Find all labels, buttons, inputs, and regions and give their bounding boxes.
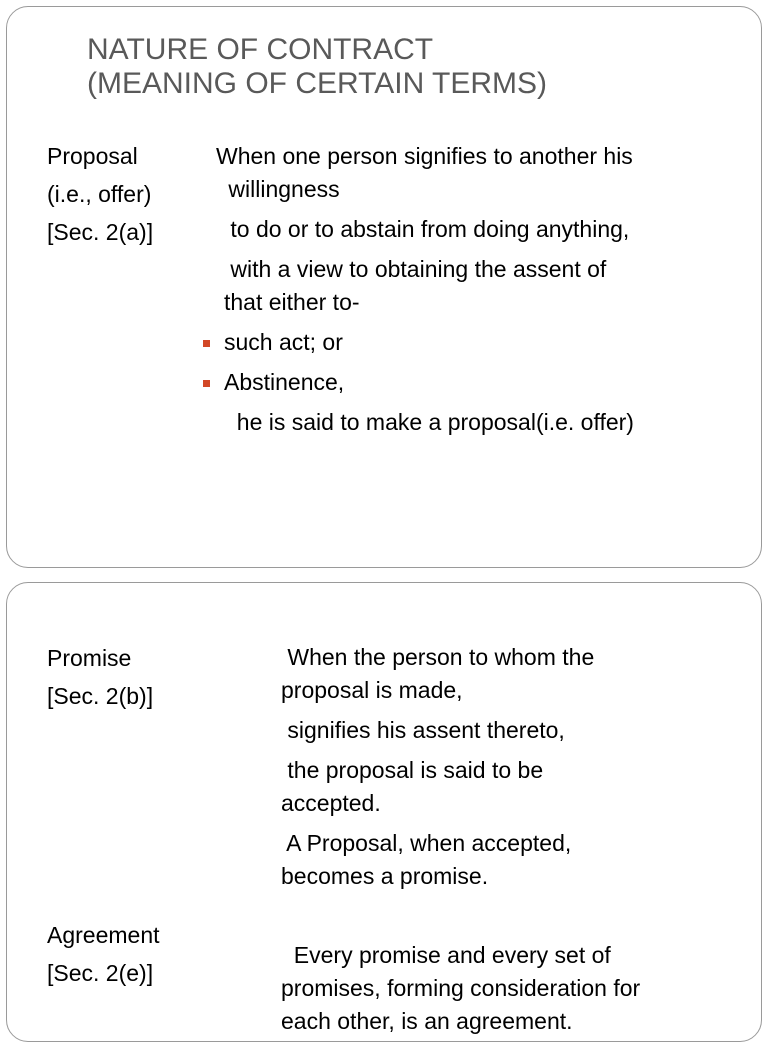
title-line-2: (MEANING OF CERTAIN TERMS): [87, 67, 548, 100]
agreement-line-3: each other, is an agreement.: [281, 1008, 573, 1034]
bullet-text: such act; or: [224, 329, 343, 355]
promise-p4-line-2: becomes a promise.: [281, 863, 489, 889]
slide-proposal: [6, 6, 762, 568]
term-promise-line-2: [Sec. 2(b)]: [47, 683, 154, 709]
slide-title: [87, 33, 547, 101]
promise-paragraph-4: [281, 827, 594, 893]
term-promise: [47, 639, 153, 715]
term-proposal-line-2: (i.e., offer): [47, 181, 152, 207]
proposal-paragraph-2: to do or to abstain from doing anything,: [224, 216, 630, 242]
promise-p3-line-1: the proposal is said to be: [281, 757, 544, 783]
definition-agreement: [281, 939, 640, 1038]
definition-promise: [281, 641, 594, 900]
promise-p1-line-1: When the person to whom the: [281, 644, 595, 670]
promise-p1-line-2: proposal is made,: [281, 677, 463, 703]
term-promise-line-1: Promise: [47, 645, 132, 671]
proposal-paragraph-1: [216, 140, 634, 206]
promise-paragraph-1: [281, 641, 594, 707]
promise-p4-line-1: A Proposal, when accepted,: [281, 830, 572, 856]
term-proposal-line-1: Proposal: [47, 143, 138, 169]
proposal-paragraph-3: [216, 253, 634, 319]
proposal-p3-line-1: with a view to obtaining the assent of: [224, 256, 607, 282]
bullet-square-icon: [203, 380, 210, 387]
bullet-item-such-act: [224, 326, 634, 359]
proposal-p1-line-2: willingness: [222, 176, 340, 202]
proposal-p3-line-2: that either to-: [224, 289, 360, 315]
proposal-p1-line-1: When one person signifies to another his: [216, 143, 633, 169]
bullet-item-abstinence: [224, 366, 634, 399]
agreement-line-1: Every promise and every set of: [281, 942, 611, 968]
promise-p3-line-2: accepted.: [281, 790, 381, 816]
bullet-square-icon: [203, 340, 210, 347]
promise-paragraph-3: [281, 754, 594, 820]
definition-proposal: [216, 140, 634, 446]
title-line-1: NATURE OF CONTRACT: [87, 33, 434, 66]
term-proposal: [47, 137, 153, 251]
slide-promise-agreement: [6, 582, 762, 1042]
promise-paragraph-2: signifies his assent thereto,: [281, 717, 565, 743]
term-agreement-line-2: [Sec. 2(e)]: [47, 960, 154, 986]
proposal-paragraph-4: he is said to make a proposal(i.e. offer): [224, 409, 634, 435]
bullet-text: Abstinence,: [224, 369, 345, 395]
term-agreement: [47, 916, 160, 992]
term-agreement-line-1: Agreement: [47, 922, 160, 948]
term-proposal-line-3: [Sec. 2(a)]: [47, 219, 154, 245]
agreement-line-2: promises, forming consideration for: [281, 975, 641, 1001]
